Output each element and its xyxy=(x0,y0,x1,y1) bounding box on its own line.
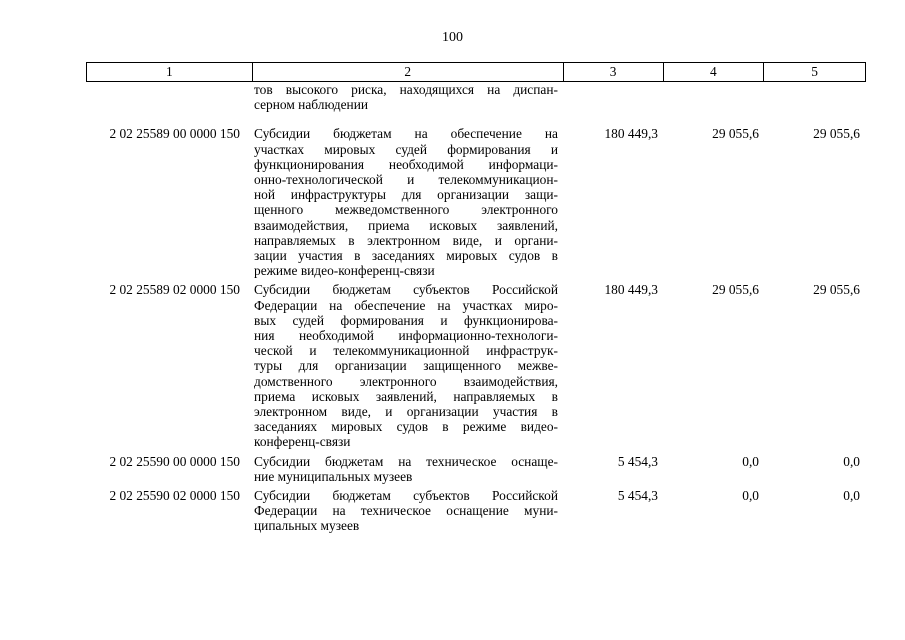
description-line: Федерации на обеспечение на участках миро- xyxy=(254,297,558,313)
description-line: ной инфраструктуры для организации защи- xyxy=(254,187,558,203)
column-header-1: 1 xyxy=(87,63,253,81)
description-line: ческой и телекоммуникационной инфраструк- xyxy=(254,343,558,359)
description-line: участках мировых судей формирования и xyxy=(254,141,558,157)
description-line: щенного межведомственного электронного xyxy=(254,202,558,218)
description-line: Федерации на техническое оснащение муни- xyxy=(254,503,558,519)
amount-v5: 0,0 xyxy=(843,453,860,469)
description-line: серном наблюдении xyxy=(254,97,369,113)
description-line: Субсидии бюджетам субъектов Российской xyxy=(254,282,558,298)
amount-v4 xyxy=(664,82,765,112)
description-line: тов высокого риска, находящихся на диспан- xyxy=(254,82,558,97)
description-line: направляемых в электронном виде, и органи- xyxy=(254,232,558,248)
description xyxy=(252,126,564,278)
description-line: ципальных музеев xyxy=(254,518,360,534)
description-line: вых судей формирования и функционирова- xyxy=(254,312,558,328)
amount-v5: 29 055,6 xyxy=(813,282,860,298)
amount-v4: 0,0 xyxy=(742,453,759,469)
description-line: онно-технологической и телекоммуникацион- xyxy=(254,172,558,188)
amount-v3: 180 449,3 xyxy=(604,282,658,298)
table-header-row xyxy=(86,62,866,82)
budget-code: 2 02 25589 02 0000 150 xyxy=(109,282,240,298)
description xyxy=(252,454,564,484)
amount-v5: 0,0 xyxy=(843,488,860,504)
table-body xyxy=(86,82,866,534)
table-row xyxy=(86,82,866,112)
budget-code: 2 02 25590 02 0000 150 xyxy=(109,488,240,504)
description-line: ние муниципальных музеев xyxy=(254,468,413,484)
amount-v3: 5 454,3 xyxy=(617,453,658,469)
description-line: функционирования необходимой информаци- xyxy=(254,156,558,172)
amount-v5 xyxy=(765,82,866,112)
description-line: туры для организации защищенного межве- xyxy=(254,358,558,374)
description-line: электронном виде, и организации участия в xyxy=(254,404,558,420)
table-row xyxy=(86,282,866,449)
description-line: конференц-связи xyxy=(254,434,351,450)
budget-code: 2 02 25590 00 0000 150 xyxy=(109,453,240,469)
budget-code xyxy=(86,82,252,112)
description-line: Субсидии бюджетам субъектов Российской xyxy=(254,488,558,504)
column-header-5: 5 xyxy=(811,64,818,79)
page-number: 100 xyxy=(442,30,463,45)
description xyxy=(252,282,564,449)
amount-v3: 5 454,3 xyxy=(617,488,658,504)
description-line: приема исковых заявлений, направляемых в xyxy=(254,388,558,404)
column-header-4: 4 xyxy=(664,63,765,81)
description-line: взаимодействия, приема исковых заявлений, xyxy=(254,217,558,233)
description-line: домственного электронного взаимодействия, xyxy=(254,373,558,389)
amount-v3 xyxy=(564,82,664,112)
amount-v5: 29 055,6 xyxy=(813,126,860,142)
amount-v3: 180 449,3 xyxy=(604,126,658,142)
description-line: ния необходимой информационно-технологи- xyxy=(254,328,558,344)
amount-v4: 29 055,6 xyxy=(712,282,759,298)
description-line: Субсидии бюджетам на обеспечение на xyxy=(254,126,558,142)
column-header-3: 3 xyxy=(564,63,664,81)
description xyxy=(252,488,564,534)
description-line: режиме видео-конференц-связи xyxy=(254,263,435,279)
description-line: зации участия в заседаниях мировых судов в xyxy=(254,248,558,264)
amount-v4: 0,0 xyxy=(742,488,759,504)
table-row xyxy=(86,488,866,534)
table-row xyxy=(86,126,866,278)
table-row xyxy=(86,454,866,484)
amount-v4: 29 055,6 xyxy=(712,126,759,142)
budget-table xyxy=(86,62,866,538)
column-header-2: 2 xyxy=(253,63,564,81)
description-line: заседаниях мировых судов в режиме видео- xyxy=(254,419,558,435)
description xyxy=(252,82,564,112)
budget-code: 2 02 25589 00 0000 150 xyxy=(109,126,240,142)
description-line: Субсидии бюджетам на техническое оснаще- xyxy=(254,453,558,469)
